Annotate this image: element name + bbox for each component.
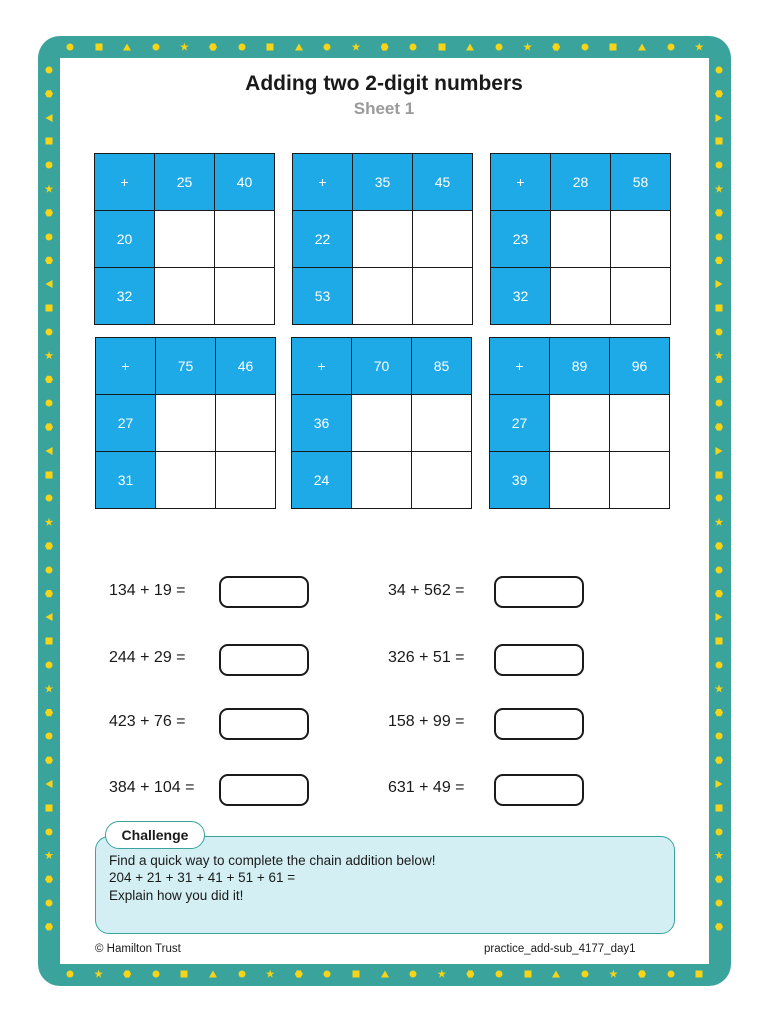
- grid-answer-cell[interactable]: [610, 452, 670, 509]
- sum-question: 326 + 51 =: [388, 649, 465, 666]
- dot-shape: [716, 495, 723, 502]
- dot-shape: [410, 971, 417, 978]
- dot-shape: [716, 400, 723, 407]
- triangle-shape: [295, 44, 303, 51]
- grid-column-header: 89: [550, 338, 610, 395]
- grid-answer-cell[interactable]: [216, 452, 276, 509]
- grid-row-header: 20: [95, 211, 155, 268]
- triangle-shape: [46, 780, 53, 788]
- grid-column-header: 70: [352, 338, 412, 395]
- challenge-box: [95, 836, 675, 934]
- grid-answer-cell[interactable]: [611, 211, 671, 268]
- square-shape: [716, 804, 723, 811]
- grid-column-header: 85: [412, 338, 472, 395]
- grid-column-header: 46: [216, 338, 276, 395]
- grid-column-header: 25: [155, 154, 215, 211]
- grid-answer-cell[interactable]: [353, 268, 413, 325]
- page-subtitle: Sheet 1: [353, 99, 415, 118]
- page-title: Adding two 2-digit numbers: [245, 72, 523, 95]
- sum-question: 631 + 49 =: [388, 779, 465, 796]
- sum-question: 244 + 29 =: [109, 649, 186, 666]
- grid-row-header: 39: [490, 452, 550, 509]
- grid-column-header: 35: [353, 154, 413, 211]
- dot-shape: [152, 44, 159, 51]
- grid-answer-cell[interactable]: [551, 268, 611, 325]
- triangle-shape: [716, 447, 723, 455]
- grid-answer-cell[interactable]: [353, 211, 413, 268]
- grid-answer-cell[interactable]: [156, 452, 216, 509]
- grid-row-header: 32: [95, 268, 155, 325]
- triangle-shape: [716, 280, 723, 288]
- answer-box[interactable]: [494, 576, 584, 608]
- grid-operator: +: [293, 154, 353, 211]
- square-shape: [46, 638, 53, 645]
- dot-shape: [238, 971, 245, 978]
- dot-shape: [67, 971, 74, 978]
- dot-shape: [716, 828, 723, 835]
- answer-box[interactable]: [219, 774, 309, 806]
- triangle-shape: [46, 613, 53, 621]
- dot-shape: [46, 566, 53, 573]
- grid-operator: +: [292, 338, 352, 395]
- answer-box[interactable]: [494, 644, 584, 676]
- dot-shape: [716, 328, 723, 335]
- grid-column-header: 75: [156, 338, 216, 395]
- grid-answer-cell[interactable]: [352, 452, 412, 509]
- square-shape: [524, 971, 531, 978]
- triangle-shape: [552, 971, 560, 978]
- answer-box[interactable]: [494, 708, 584, 740]
- dot-shape: [716, 233, 723, 240]
- grid-answer-cell[interactable]: [550, 395, 610, 452]
- grid-answer-cell[interactable]: [412, 395, 472, 452]
- dot-shape: [46, 400, 53, 407]
- grid-answer-cell[interactable]: [610, 395, 670, 452]
- copyright-text: © Hamilton Trust: [95, 943, 181, 955]
- square-shape: [716, 138, 723, 145]
- dot-shape: [410, 44, 417, 51]
- dot-shape: [716, 566, 723, 573]
- dot-shape: [238, 44, 245, 51]
- challenge-instruction: Find a quick way to complete the chain addition below!: [109, 853, 436, 868]
- dot-shape: [667, 971, 674, 978]
- square-shape: [716, 471, 723, 478]
- addition-grid: [489, 337, 670, 509]
- addition-grid: [95, 337, 276, 509]
- sum-question: 134 + 19 =: [109, 582, 186, 599]
- challenge-explain: Explain how you did it!: [109, 888, 244, 903]
- triangle-shape: [716, 613, 723, 621]
- dot-shape: [46, 495, 53, 502]
- dot-shape: [716, 900, 723, 907]
- grid-row-header: 36: [292, 395, 352, 452]
- triangle-shape: [123, 44, 131, 51]
- answer-box[interactable]: [219, 708, 309, 740]
- square-shape: [438, 44, 445, 51]
- answer-box[interactable]: [219, 576, 309, 608]
- grid-row-header: 31: [96, 452, 156, 509]
- addition-grid: [292, 153, 473, 325]
- grid-answer-cell[interactable]: [156, 395, 216, 452]
- grid-operator: +: [95, 154, 155, 211]
- dot-shape: [324, 971, 331, 978]
- sum-question: 384 + 104 =: [109, 779, 195, 796]
- addition-grid: [490, 153, 671, 325]
- answer-box[interactable]: [494, 774, 584, 806]
- square-shape: [610, 44, 617, 51]
- square-shape: [267, 44, 274, 51]
- triangle-shape: [466, 44, 474, 51]
- grid-answer-cell[interactable]: [412, 452, 472, 509]
- dot-shape: [46, 828, 53, 835]
- grid-row-header: 22: [293, 211, 353, 268]
- dot-shape: [716, 733, 723, 740]
- dot-shape: [581, 971, 588, 978]
- triangle-shape: [209, 971, 217, 978]
- triangle-shape: [46, 280, 53, 288]
- grid-operator: +: [491, 154, 551, 211]
- square-shape: [181, 971, 188, 978]
- grid-answer-cell[interactable]: [611, 268, 671, 325]
- dot-shape: [152, 971, 159, 978]
- addition-grid: [291, 337, 472, 509]
- triangle-shape: [638, 44, 646, 51]
- grid-column-header: 40: [215, 154, 275, 211]
- grid-column-header: 28: [551, 154, 611, 211]
- square-shape: [716, 305, 723, 312]
- dot-shape: [46, 233, 53, 240]
- grid-answer-cell[interactable]: [551, 211, 611, 268]
- dot-shape: [67, 44, 74, 51]
- grid-answer-cell[interactable]: [413, 211, 473, 268]
- sum-question: 34 + 562 =: [388, 582, 465, 599]
- sum-question: 423 + 76 =: [109, 713, 186, 730]
- grid-answer-cell[interactable]: [215, 268, 275, 325]
- square-shape: [716, 638, 723, 645]
- grid-row-header: 53: [293, 268, 353, 325]
- grid-answer-cell[interactable]: [155, 268, 215, 325]
- dot-shape: [46, 733, 53, 740]
- grid-operator: +: [490, 338, 550, 395]
- triangle-shape: [716, 780, 723, 788]
- square-shape: [95, 44, 102, 51]
- dot-shape: [716, 162, 723, 169]
- dot-shape: [324, 44, 331, 51]
- triangle-shape: [46, 447, 53, 455]
- grid-answer-cell[interactable]: [155, 211, 215, 268]
- grid-answer-cell[interactable]: [216, 395, 276, 452]
- grid-answer-cell[interactable]: [215, 211, 275, 268]
- square-shape: [696, 971, 703, 978]
- dot-shape: [46, 162, 53, 169]
- grid-column-header: 45: [413, 154, 473, 211]
- grid-operator: +: [96, 338, 156, 395]
- addition-grid: [94, 153, 275, 325]
- square-shape: [46, 138, 53, 145]
- dot-shape: [716, 662, 723, 669]
- grid-row-header: 27: [490, 395, 550, 452]
- dot-shape: [667, 44, 674, 51]
- triangle-shape: [381, 971, 389, 978]
- square-shape: [46, 305, 53, 312]
- square-shape: [353, 971, 360, 978]
- challenge-chain-sum: 204 + 21 + 31 + 41 + 51 + 61 =: [109, 870, 296, 885]
- grid-row-header: 24: [292, 452, 352, 509]
- dot-shape: [46, 328, 53, 335]
- answer-box[interactable]: [219, 644, 309, 676]
- document-id: practice_add-sub_4177_day1: [484, 943, 636, 955]
- square-shape: [46, 804, 53, 811]
- challenge-label: Challenge: [105, 821, 205, 849]
- dot-shape: [581, 44, 588, 51]
- grid-answer-cell[interactable]: [550, 452, 610, 509]
- grid-answer-cell[interactable]: [352, 395, 412, 452]
- sum-question: 158 + 99 =: [388, 713, 465, 730]
- dot-shape: [496, 971, 503, 978]
- grid-row-header: 23: [491, 211, 551, 268]
- grid-column-header: 58: [611, 154, 671, 211]
- grid-row-header: 27: [96, 395, 156, 452]
- dot-shape: [46, 662, 53, 669]
- grid-answer-cell[interactable]: [413, 268, 473, 325]
- grid-row-header: 32: [491, 268, 551, 325]
- grid-column-header: 96: [610, 338, 670, 395]
- dot-shape: [496, 44, 503, 51]
- square-shape: [46, 471, 53, 478]
- dot-shape: [46, 900, 53, 907]
